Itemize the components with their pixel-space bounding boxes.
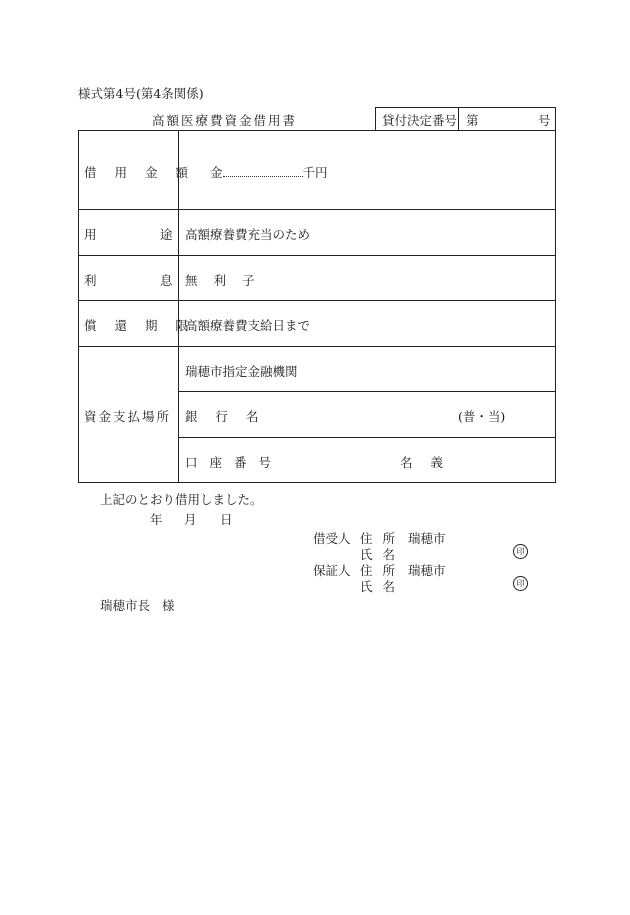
row-divider-bank	[178, 437, 555, 438]
guarantor-name-label: 氏 名	[360, 579, 395, 594]
date-month: 月	[184, 512, 197, 527]
guarantor-role: 保証人	[313, 563, 351, 578]
row-divider-interest	[78, 300, 555, 301]
amount-dotted-line	[223, 166, 303, 177]
declaration-text: 上記のとおり借用しました。	[100, 492, 263, 507]
number-prefix: 第	[466, 113, 479, 128]
decision-label-left-border	[375, 107, 376, 130]
account-holder-label: 名 義	[400, 455, 445, 470]
guarantor-address-label: 住 所	[360, 563, 395, 578]
interest-value: 無 利 子	[185, 273, 257, 288]
payment-place-label: 資金支払場所	[84, 409, 172, 424]
decision-value-left-border	[458, 107, 459, 130]
row-divider-amount	[78, 209, 555, 210]
interest-label-left: 利	[84, 273, 97, 288]
table-right-border	[555, 130, 556, 483]
table-column-divider	[178, 130, 179, 483]
row-divider-institution	[178, 391, 555, 392]
amount-unit: 千円	[302, 165, 328, 180]
addressee: 瑞穂市長 様	[100, 598, 175, 613]
borrower-name-label: 氏 名	[360, 547, 395, 562]
guarantor-address-value: 瑞穂市	[408, 563, 446, 578]
number-suffix: 号	[538, 113, 551, 128]
row-divider-repayment	[78, 346, 555, 347]
amount-prefix: 金	[210, 165, 223, 180]
loan-decision-number-label: 貸付決定番号	[382, 113, 458, 128]
amount-label: 借 用 金 額	[84, 165, 190, 180]
borrower-address-value: 瑞穂市	[408, 531, 446, 546]
form-number: 様式第4号(第4条関係)	[78, 86, 204, 101]
interest-label-right: 息	[160, 273, 173, 288]
borrower-address-label: 住 所	[360, 531, 395, 546]
purpose-label-right: 途	[160, 227, 173, 242]
borrower-role: 借受人	[313, 531, 351, 546]
amount-value	[210, 163, 328, 181]
date-day: 日	[220, 512, 233, 527]
purpose-value: 高額療養費充当のため	[185, 227, 311, 242]
title-row-top-border	[375, 107, 555, 108]
repayment-label: 償 還 期 限	[84, 318, 190, 333]
guarantor-seal-mark: 印	[513, 576, 528, 591]
document-title: 高額医療費資金借用書	[152, 113, 298, 128]
repayment-value: 高額療養費支給日まで	[185, 318, 311, 333]
borrower-seal-mark: 印	[513, 544, 528, 559]
bank-name-label: 銀 行 名	[185, 409, 261, 424]
title-row-right-border	[555, 107, 556, 130]
date-year: 年	[150, 512, 163, 527]
table-top-border	[78, 130, 555, 131]
table-left-border	[78, 130, 79, 483]
account-number-label: 口 座 番 号	[185, 455, 273, 470]
table-bottom-border	[78, 482, 556, 483]
purpose-label-left: 用	[84, 227, 97, 242]
row-divider-purpose	[78, 255, 555, 256]
institution-name: 瑞穂市指定金融機関	[185, 364, 298, 379]
account-type: (普・当)	[458, 409, 506, 424]
